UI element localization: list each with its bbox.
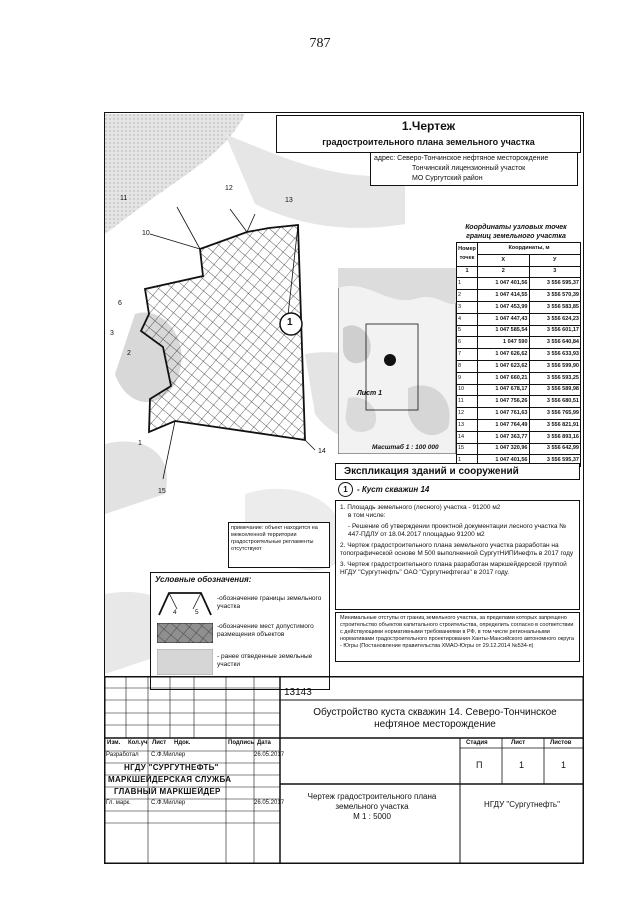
col-izm: Изм. [107, 740, 121, 746]
coords-cell-y: 3 556 595,37 [529, 455, 581, 467]
coords-cell-n: 11 [457, 396, 478, 408]
note-line: - Решение об утверждении проектной документации лесного участка № 447-ПДЛУ от 18.04.2017 площадью 91200 м2 [348, 523, 567, 538]
coords-cell-x: 1 047 320,96 [478, 443, 530, 455]
document-code: 13143 [284, 687, 312, 698]
stage-value: П [476, 760, 483, 770]
explication-text: - Куст скважин 14 [357, 485, 430, 494]
coords-cell-y: 3 556 680,51 [529, 396, 581, 408]
coords-cell-y: 3 556 593,25 [529, 372, 581, 384]
address-block [370, 152, 578, 186]
coords-cell-x: 1 047 590 [478, 337, 530, 349]
coords-header-num: Номер точек [457, 243, 478, 267]
coords-header-coords: Координаты, м [478, 243, 581, 255]
table-row [457, 290, 581, 302]
coords-cell-n: 14 [457, 431, 478, 443]
coords-cell-y: 3 556 570,39 [529, 290, 581, 302]
explication-item [338, 482, 429, 497]
coords-cell-n: 1 [457, 455, 478, 467]
coords-header-y: У [529, 254, 581, 266]
drawing-line: земельного участка [335, 802, 409, 811]
coords-cell-y: 3 556 599,90 [529, 360, 581, 372]
coords-cell-x: 1 047 761,63 [478, 408, 530, 420]
allotted-symbol [157, 649, 213, 675]
coords-title-line: границ земельного участка [466, 233, 566, 240]
coords-cell-n: 12 [457, 408, 478, 420]
point-label-11: 11 [120, 195, 128, 202]
address-line: МО Сургутский район [412, 175, 483, 182]
coords-table [456, 242, 581, 467]
sheet-value: 1 [519, 760, 525, 770]
title-block [276, 115, 581, 153]
address-line: Тончинский лицензионный участок [412, 165, 526, 172]
developer-date: 26.05.2017 [254, 752, 285, 758]
legend-item-2: -обозначение мест допустимого размещения объектов [217, 623, 314, 638]
chief-name: С.Ф.Миллер [151, 800, 186, 806]
table-row [457, 278, 581, 290]
point-label-1: 1 [138, 440, 142, 447]
coords-cell-n: 5 [457, 325, 478, 337]
legend-title: Условные обозначения: [155, 575, 252, 584]
table-row [457, 419, 581, 431]
coords-cell-y: 3 556 633,93 [529, 349, 581, 361]
coords-cell-n: 13 [457, 419, 478, 431]
coords-cell-x: 1 047 764,49 [478, 419, 530, 431]
stage-header: Стадия [466, 740, 488, 746]
coords-cell-x: 1 047 623,62 [478, 360, 530, 372]
remark-block: примечание: объект находится на межселенной территории градостроительные регламенты отсутствуют [228, 522, 330, 568]
table-row [457, 325, 581, 337]
table-row [457, 349, 581, 361]
coords-cell-n: 15 [457, 443, 478, 455]
coords-title-line: Координаты узловых точек [465, 224, 567, 231]
title-main: 1.Чертеж [401, 119, 456, 133]
coords-cell-y: 3 556 595,37 [529, 278, 581, 290]
point-label-2: 2 [127, 350, 131, 357]
coords-cell-y: 3 556 624,23 [529, 313, 581, 325]
sheets-value: 1 [561, 760, 567, 770]
table-row [457, 360, 581, 372]
point-label-15: 15 [158, 488, 166, 495]
sheets-header: Листов [550, 740, 572, 746]
legal-note: Минимальные отступы от границ земельного участка, за пределами которых запрещено строительство объектов капитального строительства, определить согласно в соответствии с действующими нормативными требованиями в РФ, в том числе региональными нормативами градостроительного проектирования Ханты-Мансийского автономного округа - Югры (Постановление правительства ХМАО-Югры от 29.12.2014 №534-п) [335, 612, 580, 662]
coords-cell-n: 2 [457, 290, 478, 302]
boundary-symbol [157, 587, 213, 619]
coords-cell-x: 1 047 678,17 [478, 384, 530, 396]
hatch-symbol [157, 623, 213, 643]
coords-cell-n: 6 [457, 337, 478, 349]
coords-cell-x: 1 047 401,56 [478, 278, 530, 290]
table-row [457, 301, 581, 313]
coords-cell-y: 3 556 642,99 [529, 443, 581, 455]
chief-date: 26.05.2017 [254, 800, 285, 806]
table-row [457, 443, 581, 455]
coords-cell-y: 3 556 765,99 [529, 408, 581, 420]
coords-cell-x: 1 047 447,43 [478, 313, 530, 325]
coords-cell-y: 3 556 601,17 [529, 325, 581, 337]
notes-block [335, 500, 580, 610]
title-sub: градостроительного плана земельного участка [322, 137, 535, 147]
table-row [457, 384, 581, 396]
coords-col-index: 3 [529, 266, 581, 278]
coords-cell-n: 3 [457, 301, 478, 313]
note-line: в том числе: [348, 512, 386, 519]
legend-item-1: -обозначение границы земельного участка [217, 595, 322, 610]
coords-header-x: X [478, 254, 530, 266]
coords-cell-x: 1 047 626,62 [478, 349, 530, 361]
coords-cell-n: 4 [457, 313, 478, 325]
table-row [457, 408, 581, 420]
seal-line: НГДУ "СУРГУТНЕФТЬ" [124, 763, 219, 772]
coords-cell-y: 3 556 893,16 [529, 431, 581, 443]
coords-cell-y: 3 556 583,85 [529, 301, 581, 313]
table-row [457, 337, 581, 349]
coords-cell-n: 7 [457, 349, 478, 361]
inset-scale: Масштаб 1 : 100 000 [372, 444, 439, 451]
coords-cell-n: 10 [457, 384, 478, 396]
legend-point-b: 5 [195, 609, 199, 616]
point-label-3: 3 [110, 330, 114, 337]
explication-num: 1 [338, 482, 353, 497]
chief-role: Гл. марк. [106, 800, 131, 806]
developer-name: С.Ф.Миллер [151, 752, 186, 758]
legend-item-3: - ранее отведенные земельные участки [217, 653, 313, 668]
coords-cell-x: 1 047 756,26 [478, 396, 530, 408]
col-kol: Кол.уч [128, 740, 148, 746]
col-data: Дата [257, 740, 271, 746]
col-list: Лист [152, 740, 167, 746]
coords-cell-n: 8 [457, 360, 478, 372]
sheet-header: Лист [511, 740, 526, 746]
coords-cell-x: 1 047 660,21 [478, 372, 530, 384]
table-row [457, 396, 581, 408]
coords-cell-x: 1 047 363,77 [478, 431, 530, 443]
seal-line: ГЛАВНЫЙ МАРКШЕЙДЕР [114, 787, 221, 796]
title-stamp [104, 676, 584, 864]
object-name: Обустройство куста скважин 14. Северо-Тончинское нефтяное месторождение [313, 707, 557, 730]
note-line: 2. Чертеж градостроительного плана земельного участка разработан на топографической основе М 500 выполненной СургутНИПИнефть в 2017 году [340, 542, 574, 557]
coords-cell-n: 9 [457, 372, 478, 384]
seal-line: МАРКШЕЙДЕРСКАЯ СЛУЖБА [108, 775, 232, 784]
note-line: 1. Площадь земельного (лесного) участка - 91200 м2 [340, 504, 501, 511]
coords-cell-y: 3 556 589,98 [529, 384, 581, 396]
drawing-line: Чертеж градостроительного плана [307, 792, 437, 801]
drawing-scale: М 1 : 5000 [353, 812, 391, 821]
coords-cell-n: 1 [457, 278, 478, 290]
inset-map [338, 268, 456, 454]
coords-cell-x: 1 047 401,56 [478, 455, 530, 467]
point-label-10: 10 [142, 230, 150, 237]
address-line: адрес: Северо-Тончинское нефтяное месторождение [374, 155, 549, 162]
coords-cell-y: 3 556 640,84 [529, 337, 581, 349]
explication-title: Экспликация зданий и сооружений [335, 463, 580, 480]
object-label: 1 [287, 317, 293, 328]
coords-cell-x: 1 047 585,54 [478, 325, 530, 337]
drawing-name [282, 792, 462, 822]
point-label-12: 12 [225, 185, 233, 192]
coords-cell-x: 1 047 414,55 [478, 290, 530, 302]
col-podp: Подпись [228, 740, 255, 746]
coords-cell-y: 3 556 821,91 [529, 419, 581, 431]
table-row [457, 313, 581, 325]
page-number: 787 [309, 36, 331, 51]
col-ndok: Ндок. [174, 740, 191, 746]
legend [150, 572, 330, 690]
inset-sheet-label: Лист 1 [357, 390, 383, 397]
point-label-13: 13 [285, 197, 293, 204]
coords-title [448, 223, 584, 241]
table-row [457, 372, 581, 384]
legend-point-a: 4 [173, 609, 177, 616]
coords-cell-x: 1 047 453,99 [478, 301, 530, 313]
coords-col-index: 2 [478, 266, 530, 278]
point-label-14: 14 [318, 448, 326, 455]
note-line: 3. Чертеж градостроительного плана разработан маркшейдерской группой НГДУ "Сургутнефть" ОАО "Сургутнефтегаз" в 2017 году. [340, 561, 567, 576]
developer-role: Разработал [106, 752, 139, 758]
organization: НГДУ "Сургутнефть" [484, 800, 560, 809]
point-label-6: 6 [118, 300, 122, 307]
coords-col-index: 1 [457, 266, 478, 278]
table-row [457, 431, 581, 443]
